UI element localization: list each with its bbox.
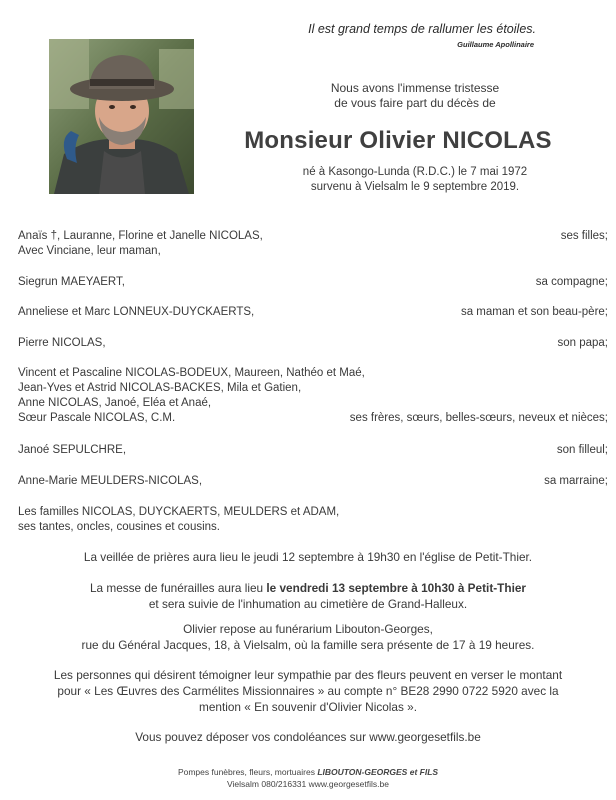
family-name-line: Jean-Yves et Astrid NICOLAS-BACKES, Mila et Gatien, (18, 382, 302, 394)
family-name-line: Avec Vinciane, leur maman, (18, 245, 161, 257)
flowers-line-1: Les personnes qui désirent témoigner leur sympathie par des fleurs peuvent en verser le montant (53, 668, 563, 682)
family-relation: sa marraine; (544, 475, 608, 487)
family-names (18, 505, 339, 535)
funerarium-line-2: rue du Général Jacques, 18, à Vielsalm, où la famille sera présente de 17 à 19 heures. (81, 638, 535, 652)
family-name-line: ses tantes, oncles, cousines et cousins. (18, 521, 220, 533)
epigraph-quote: Il est grand temps de rallumer les étoiles. (308, 22, 536, 36)
family-name-line: Pierre NICOLAS, (18, 337, 106, 349)
epigraph-author: Guillaume Apollinaire (457, 40, 534, 49)
family-names (18, 275, 125, 290)
mass-text: La messe de funérailles aura lieu (89, 581, 267, 595)
mass-notice-line-2: et sera suivie de l'inhumation au cimetière de Grand-Halleux. (148, 597, 468, 611)
birth-info: né à Kasongo-Lunda (R.D.C.) le 7 mai 1972 (302, 166, 528, 178)
family-name-line: Anne NICOLAS, Janoé, Eléa et Anaé, (18, 397, 212, 409)
family-names (18, 366, 365, 426)
condolences-notice: Vous pouvez déposer vos condoléances sur www.georgesetfils.be (135, 730, 481, 744)
family-name-line: Siegrun MAEYAERT, (18, 276, 125, 288)
family-names (18, 336, 106, 351)
intro-line-1: Nous avons l'immense tristesse (330, 81, 500, 95)
family-names (18, 474, 202, 489)
family-name-line: Anne-Marie MEULDERS-NICOLAS, (18, 475, 203, 487)
family-relation: sa compagne; (535, 276, 608, 288)
intro-line-2: de vous faire part du décès de (334, 96, 496, 110)
family-relation: sa maman et son beau-père; (460, 306, 608, 318)
footer-text: Pompes funèbres, fleurs, mortuaires (177, 767, 318, 777)
family-relation: ses filles; (560, 230, 608, 242)
mass-notice-line-1 (10, 580, 606, 596)
footer-line-2: Vielsalm 080/216331 www.georgesetfils.be (227, 779, 389, 789)
family-relation: son papa; (557, 337, 608, 349)
flowers-line-3: mention « En souvenir d'Olivier Nicolas ». (199, 700, 417, 714)
family-name-line: Anneliese et Marc LONNEUX-DUYCKAERTS, (18, 306, 255, 318)
footer-company: LIBOUTON-GEORGES et FILS (317, 767, 439, 777)
deceased-name: Monsieur Olivier NICOLAS (244, 127, 552, 154)
vigil-notice: La veillée de prières aura lieu le jeudi 12 septembre à 19h30 en l'église de Petit-Thier. (83, 550, 533, 564)
family-names (18, 443, 126, 458)
family-name-line: Janoé SEPULCHRE, (18, 444, 127, 456)
portrait-photo (49, 39, 194, 194)
family-names (18, 305, 254, 320)
family-name-line: Les familles NICOLAS, DUYCKAERTS, MEULDERS et ADAM, (18, 506, 340, 518)
mass-date-highlight: le vendredi 13 septembre à 10h30 à Petit-Thier (266, 581, 527, 595)
family-name-line: Sœur Pascale NICOLAS, C.M. (18, 412, 176, 424)
family-names (18, 229, 263, 259)
death-info: survenu à Vielsalm le 9 septembre 2019. (310, 181, 520, 193)
footer-line-1 (0, 767, 616, 778)
family-relation: ses frères, sœurs, belles-sœurs, neveux et nièces; (349, 412, 608, 424)
funerarium-line-1: Olivier repose au funérarium Libouton-Georges, (183, 622, 433, 636)
family-name-line: Anaïs †, Lauranne, Florine et Janelle NICOLAS, (18, 230, 263, 242)
family-relation: son filleul; (556, 444, 608, 456)
flowers-line-2: pour « Les Œuvres des Carmélites Missionnaires » au compte n° BE28 2990 0722 5920 avec la (57, 684, 559, 698)
family-name-line: Vincent et Pascaline NICOLAS-BODEUX, Maureen, Nathéo et Maé, (18, 367, 365, 379)
